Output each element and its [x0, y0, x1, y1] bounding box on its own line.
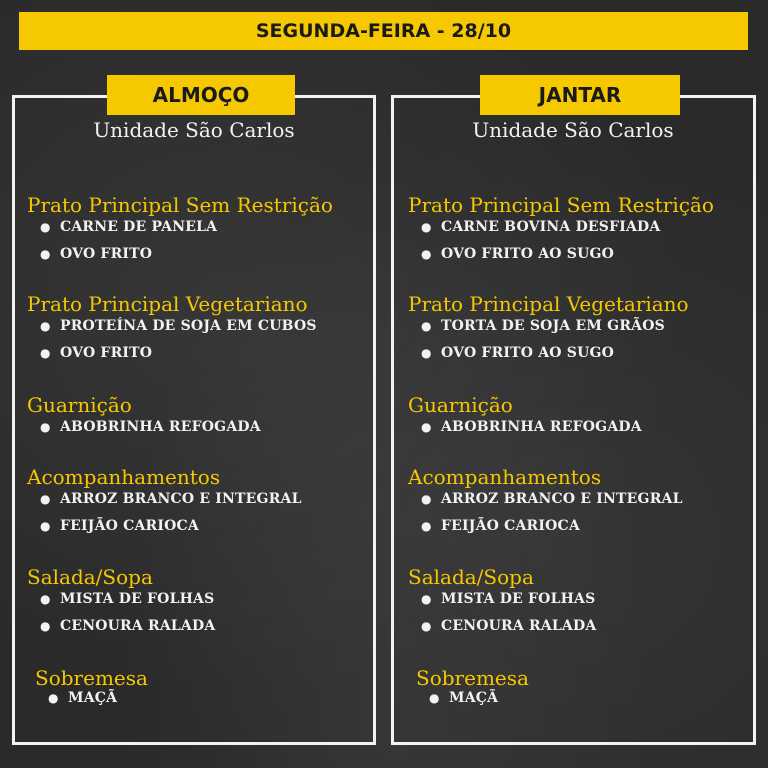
- dinner-section-title: Guarnição: [408, 393, 513, 417]
- lunch-menu-item: ● ARROZ BRANCO E INTEGRAL: [40, 491, 302, 507]
- dinner-section-title: Prato Principal Vegetariano: [408, 292, 689, 316]
- lunch-menu-item: ● CENOURA RALADA: [40, 618, 216, 634]
- lunch-menu-item: ● ABOBRINHA REFOGADA: [40, 419, 261, 435]
- lunch-menu-item: ● OVO FRITO: [40, 345, 153, 361]
- dinner-section-title: Prato Principal Sem Restrição: [408, 193, 714, 217]
- dinner-menu-item: ● MISTA DE FOLHAS: [421, 591, 596, 607]
- dinner-unit: Unidade São Carlos: [472, 118, 674, 142]
- date-banner: [19, 12, 748, 50]
- dinner-section-title: Sobremesa: [416, 666, 529, 690]
- dinner-menu-item: ● OVO FRITO AO SUGO: [421, 345, 615, 361]
- dinner-menu-item: ● FEIJÃO CARIOCA: [421, 518, 580, 534]
- lunch-menu-item: ● PROTEÍNA DE SOJA EM CUBOS: [40, 318, 317, 334]
- dinner-menu-item: ● OVO FRITO AO SUGO: [421, 246, 615, 262]
- lunch-menu-item: ● MISTA DE FOLHAS: [40, 591, 215, 607]
- dinner-menu-item: ● TORTA DE SOJA EM GRÃOS: [421, 318, 665, 334]
- dinner-menu-item: ● CENOURA RALADA: [421, 618, 597, 634]
- dinner-section-title: Salada/Sopa: [408, 565, 534, 589]
- dinner-menu-item: ● MAÇÃ: [429, 690, 499, 706]
- lunch-menu-item: ● MAÇÃ: [48, 690, 118, 706]
- dinner-menu-item: ● ARROZ BRANCO E INTEGRAL: [421, 491, 683, 507]
- dinner-menu-item: ● ABOBRINHA REFOGADA: [421, 419, 642, 435]
- date-title: SEGUNDA-FEIRA - 28/10: [255, 20, 512, 42]
- lunch-section-title: Sobremesa: [35, 666, 148, 690]
- lunch-menu-item: ● FEIJÃO CARIOCA: [40, 518, 199, 534]
- lunch-section-title: Prato Principal Vegetariano: [27, 292, 308, 316]
- dinner-menu-item: ● CARNE BOVINA DESFIADA: [421, 219, 661, 235]
- lunch-menu-item: ● OVO FRITO: [40, 246, 153, 262]
- dinner-tag: JANTAR: [480, 75, 680, 115]
- lunch-section-title: Prato Principal Sem Restrição: [27, 193, 333, 217]
- dinner-section-title: Acompanhamentos: [408, 465, 602, 489]
- lunch-section-title: Acompanhamentos: [27, 465, 221, 489]
- lunch-menu-item: ● CARNE DE PANELA: [40, 219, 218, 235]
- lunch-tag: ALMOÇO: [107, 75, 295, 115]
- lunch-section-title: Salada/Sopa: [27, 565, 153, 589]
- lunch-section-title: Guarnição: [27, 393, 132, 417]
- lunch-unit: Unidade São Carlos: [93, 118, 295, 142]
